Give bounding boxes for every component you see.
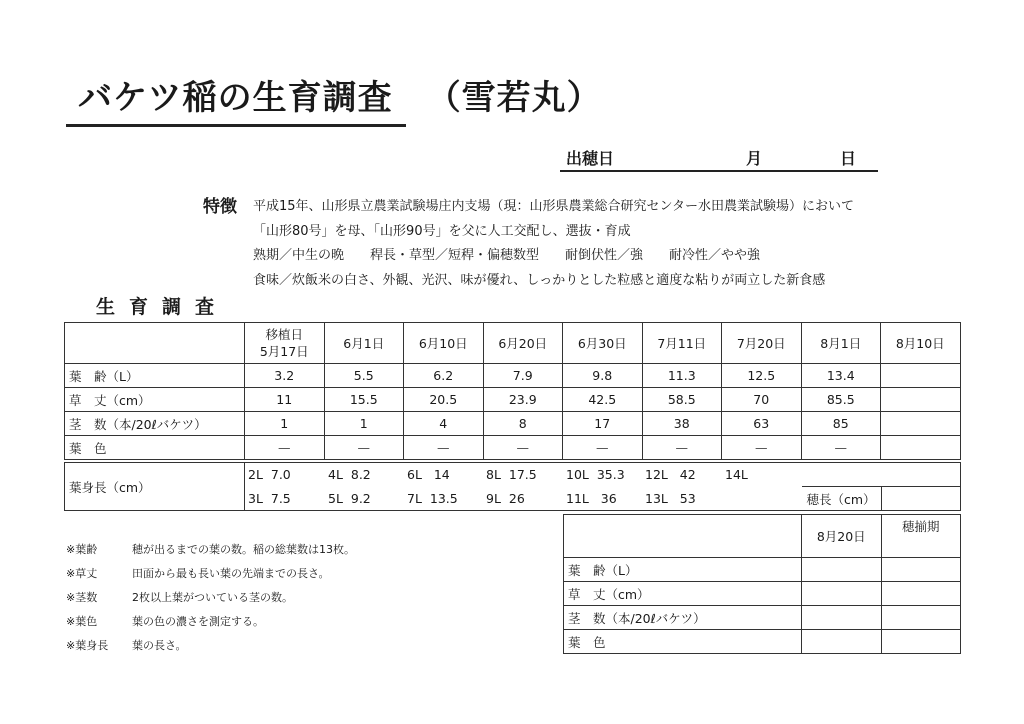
date-header-cell: 8月1日: [801, 323, 881, 364]
features-line: 熟期／中生の晩 稈長・草型／短稈・偏穂数型 耐倒伏性／強 耐冷性／やや強: [253, 248, 761, 263]
row-label: 葉 色: [65, 436, 245, 460]
page-title: [78, 70, 602, 119]
value-cell: 38: [642, 412, 722, 436]
value-cell: —: [483, 436, 563, 460]
features-line: 平成15年、山形県立農業試験場庄内支場（現：山形県農業総合研究センター水田農業試験場）において: [253, 199, 855, 214]
table-row: [564, 558, 961, 582]
note-key: ※葉色: [66, 615, 98, 628]
leaf-length-value-4l: 4L 8.2: [328, 467, 371, 482]
note-key: ※茎数: [66, 591, 98, 604]
table-row: [564, 606, 961, 630]
value-cell: 11: [245, 388, 325, 412]
leaf-length-value-3l: 3L 7.5: [248, 491, 291, 506]
features-line: 食味／炊飯米の白さ、外観、光沢、味が優れ、しっかりとした粒感と適度な粘りが両立した新食感: [253, 273, 826, 288]
value-cell: 15.5: [324, 388, 404, 412]
value-cell: 17: [563, 412, 643, 436]
leaf-length-value-12l: 12L 42: [645, 467, 696, 482]
value-cell: 11.3: [642, 364, 722, 388]
row-label: 茎 数（本/20ℓバケツ）: [65, 412, 245, 436]
value-cell: [881, 558, 961, 582]
ear-length-cell: [881, 487, 961, 511]
value-cell: 4: [404, 412, 484, 436]
date-header-cell: 8月20日: [802, 515, 882, 558]
title-underline: [66, 124, 406, 127]
leaf-length-value-8l: 8L 17.5: [486, 467, 537, 482]
value-cell: [881, 606, 961, 630]
leaf-length-value-7l: 7L 13.5: [407, 491, 458, 506]
value-cell: [881, 436, 961, 460]
value-cell: 85: [801, 412, 881, 436]
note-text: 葉の長さ。: [132, 639, 187, 652]
leaf-length-value-14l: 14L: [725, 467, 748, 482]
date-header-cell: 6月1日: [324, 323, 404, 364]
table-header-row: [564, 515, 961, 558]
value-cell: 12.5: [722, 364, 802, 388]
heading-period-header: 穂揃期: [881, 515, 961, 558]
title-variety: （雪若丸）: [426, 78, 602, 118]
heading-period-table: [563, 514, 961, 654]
value-cell: —: [563, 436, 643, 460]
value-cell: 13.4: [801, 364, 881, 388]
row-label: 草 丈（cm）: [65, 388, 245, 412]
value-cell: [881, 630, 961, 654]
value-cell: 3.2: [245, 364, 325, 388]
date-header-cell: 8月10日: [881, 323, 961, 364]
note-text: 穂が出るまでの葉の数。稲の総葉数は13枚。: [132, 543, 355, 556]
value-cell: [881, 582, 961, 606]
header-corner-cell: [564, 515, 802, 558]
value-cell: 5.5: [324, 364, 404, 388]
value-cell: —: [722, 436, 802, 460]
leaf-length-label: 葉身長（cm）: [65, 463, 245, 511]
leaf-length-value-6l: 6L 14: [407, 467, 450, 482]
ear-length-label: 穂長（cm）: [802, 487, 882, 511]
value-cell: 1: [245, 412, 325, 436]
value-cell: —: [642, 436, 722, 460]
value-cell: [802, 582, 882, 606]
date-header-cell: 7月11日: [642, 323, 722, 364]
row-label: 葉 齢（L）: [564, 558, 802, 582]
heading-day-label: 日: [840, 149, 857, 168]
note-text: 田面から最も長い葉の先端までの長さ。: [132, 567, 330, 580]
leaf-length-value-9l: 9L 26: [486, 491, 525, 506]
table-row: [65, 388, 961, 412]
leaf-length-value-13l: 13L 53: [645, 491, 696, 506]
date-header-cell: 7月20日: [722, 323, 802, 364]
value-cell: —: [801, 436, 881, 460]
value-cell: [881, 388, 961, 412]
table-row: [65, 436, 961, 460]
value-cell: —: [245, 436, 325, 460]
features-line: 「山形80号」を母、「山形90号」を父に人工交配し、選抜・育成: [253, 224, 631, 239]
value-cell: 1: [324, 412, 404, 436]
value-cell: [881, 412, 961, 436]
table-row: [564, 582, 961, 606]
value-cell: 70: [722, 388, 802, 412]
survey-title: 生育調査: [96, 296, 229, 318]
header-corner-cell: [65, 323, 245, 364]
heading-date-label: 出穂日: [566, 149, 615, 168]
note-text: 葉の色の濃さを測定する。: [132, 615, 264, 628]
value-cell: [881, 364, 961, 388]
value-cell: 63: [722, 412, 802, 436]
table-row: [564, 630, 961, 654]
note-key: ※葉身長: [66, 639, 109, 652]
value-cell: 9.8: [563, 364, 643, 388]
value-cell: —: [324, 436, 404, 460]
table-row: [65, 412, 961, 436]
date-header-cell: 6月30日: [563, 323, 643, 364]
heading-date-underline: [560, 170, 878, 172]
value-cell: —: [404, 436, 484, 460]
value-cell: 42.5: [563, 388, 643, 412]
leaf-length-value-5l: 5L 9.2: [328, 491, 371, 506]
value-cell: 58.5: [642, 388, 722, 412]
value-cell: [802, 630, 882, 654]
note-key: ※草丈: [66, 567, 98, 580]
value-cell: [802, 606, 882, 630]
row-label: 葉 齢（L）: [65, 364, 245, 388]
note-key: ※葉齢: [66, 543, 98, 556]
value-cell: 7.9: [483, 364, 563, 388]
value-cell: 20.5: [404, 388, 484, 412]
table-header-row: [65, 323, 961, 364]
heading-month-label: 月: [746, 149, 763, 168]
note-text: 2枚以上葉がついている茎の数。: [132, 591, 293, 604]
features-label: 特徴: [203, 197, 237, 217]
value-cell: 8: [483, 412, 563, 436]
leaf-length-value-2l: 2L 7.0: [248, 467, 291, 482]
title-main: バケツ稲の生育調査: [78, 78, 393, 118]
value-cell: 85.5: [801, 388, 881, 412]
leaf-length-value-10l: 10L 35.3: [566, 467, 625, 482]
leaf-length-value-11l: 11L 36: [566, 491, 617, 506]
value-cell: [802, 558, 882, 582]
growth-table: [64, 322, 961, 460]
value-cell: 6.2: [404, 364, 484, 388]
row-label: 草 丈（cm）: [564, 582, 802, 606]
date-header-cell: 移植日 5月17日: [245, 323, 325, 364]
row-label: 葉 色: [564, 630, 802, 654]
table-row: [65, 364, 961, 388]
row-label: 茎 数（本/20ℓバケツ）: [564, 606, 802, 630]
date-header-cell: 6月10日: [404, 323, 484, 364]
date-header-cell: 6月20日: [483, 323, 563, 364]
value-cell: 23.9: [483, 388, 563, 412]
